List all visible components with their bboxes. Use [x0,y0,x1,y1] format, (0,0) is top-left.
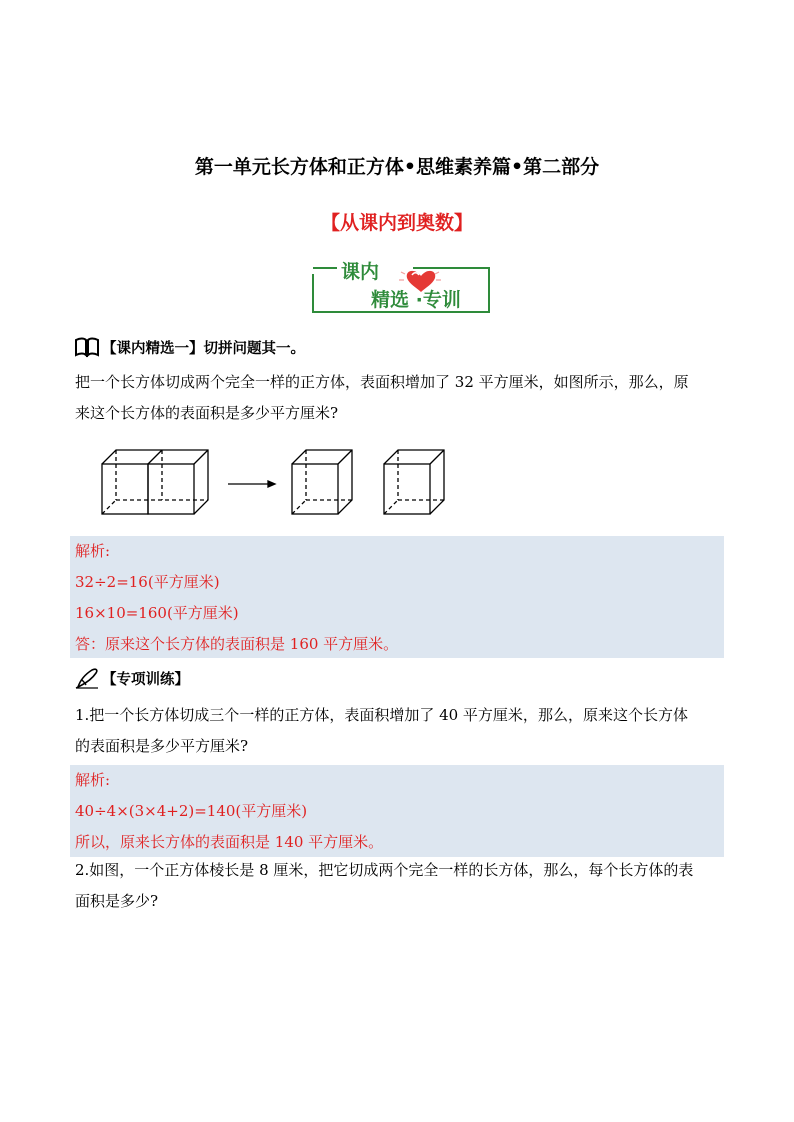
question-line: 面积是多少? [75,892,159,910]
section-heading-1 [74,336,305,358]
cuboid-cut-figure [96,442,446,522]
answer-block-1 [70,536,724,658]
answer-line: 16×10=160(平方厘米) [75,604,239,622]
pen-icon [74,667,100,689]
answer-line: 40÷4×(3×4+2)=140(平方厘米) [75,802,308,820]
question-2 [75,855,723,917]
question-line: 来这个长方体的表面积是多少平方厘米? [75,404,339,422]
open-book-icon [74,336,100,358]
question-line: 1.把一个长方体切成三个一样的正方体，表面积增加了 40 平方厘米，那么，原来这个长方体 [75,706,688,724]
question-line: 的表面积是多少平方厘米? [75,737,249,755]
cube-drawing [384,450,444,514]
question-main [75,367,723,429]
section-heading-2-text: 【专项训练】 [102,671,189,688]
answer-label: 解析: [75,542,111,560]
answer-line: 答：原来这个长方体的表面积是 160 平方厘米。 [75,635,399,653]
section-heading-2 [74,667,189,689]
answer-label: 解析: [75,771,111,789]
page-title: 第一单元长方体和正方体•思维素养篇•第二部分 [194,156,600,178]
banner-line2: 精选 ·专训 [371,289,461,311]
section-heading-1-text: 【课内精选一】切拼问题其一。 [102,340,305,357]
section-banner [311,254,491,316]
answer-line: 所以，原来长方体的表面积是 140 平方厘米。 [75,833,384,851]
arrow-icon [228,481,275,487]
banner-line1: 课内 [341,261,380,283]
page-subtitle: 【从课内到奥数】 [320,212,473,234]
question-1 [75,700,723,762]
question-line: 2.如图，一个正方体棱长是 8 厘米，把它切成两个完全一样的长方体，那么，每个长方体的表 [75,861,694,879]
cube-drawing [292,450,352,514]
cuboid-drawing [102,450,208,514]
answer-block-2 [70,765,724,857]
answer-line: 32÷2=16(平方厘米) [75,573,220,591]
question-line: 把一个长方体切成两个完全一样的正方体，表面积增加了 32 平方厘米，如图所示，那么，原 [75,373,689,391]
